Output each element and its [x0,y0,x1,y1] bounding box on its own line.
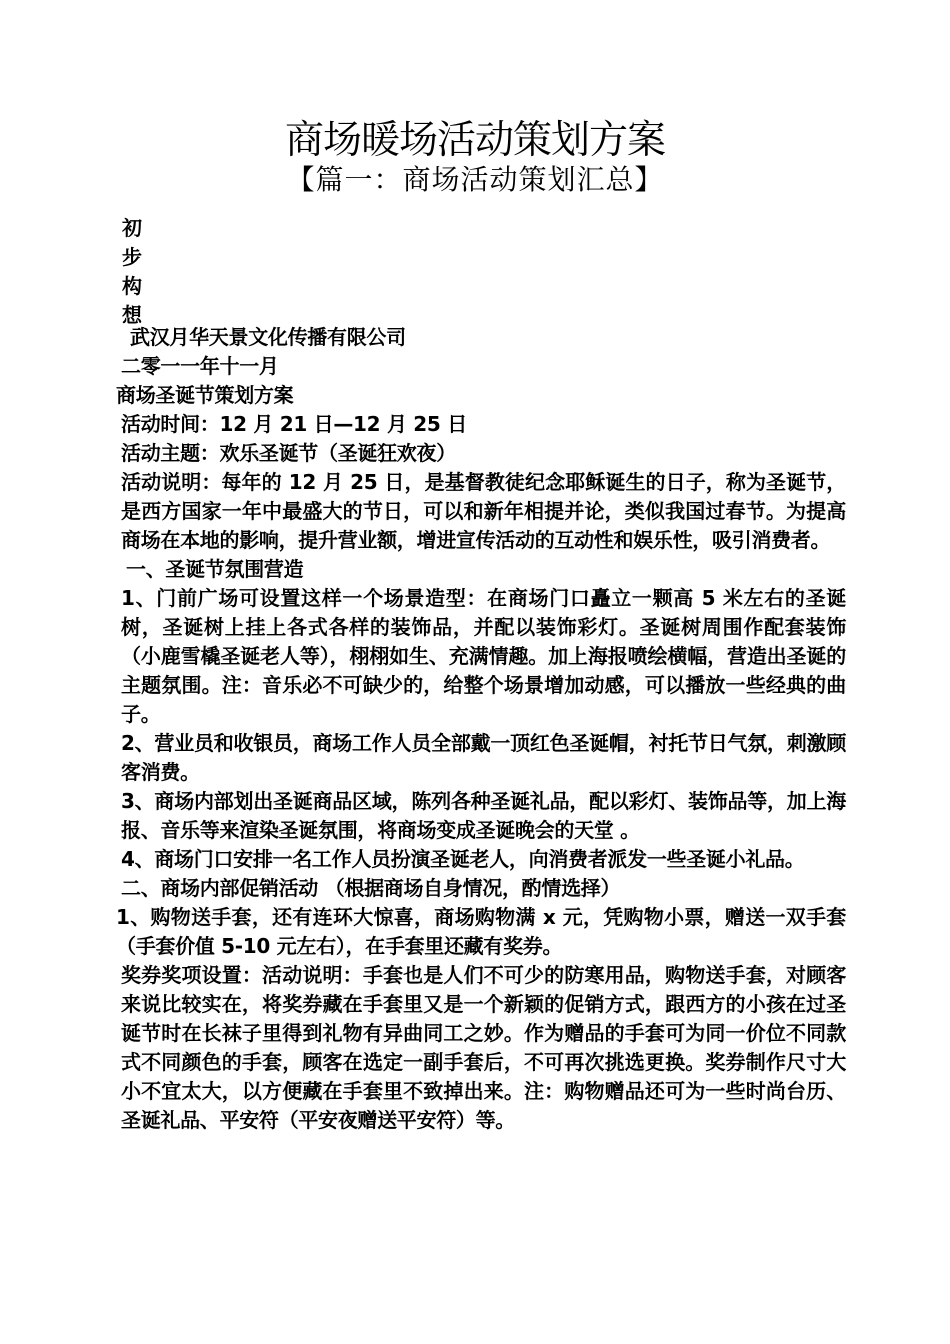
list-item: 4、商场门口安排一名工作人员扮演圣诞老人，向消费者派发一些圣诞小礼品。 [121,847,805,871]
document-subtitle: 【篇一：商场活动策划汇总】 [286,163,664,196]
document-title: 商场暖场活动策划方案 [284,118,665,163]
activity-theme: 活动主题：欢乐圣诞节（圣诞狂欢夜） [121,441,456,465]
vertical-char: 想 [122,303,142,327]
vertical-heading [122,214,142,330]
document-body [116,323,846,1135]
list-item: 1、购物送手套，还有连环大惊喜，商场购物满 x 元，凭购物小票，赠送一双手套（手套价值 5-10 元左右），在手套里还藏有奖券。 [116,905,846,958]
list-item: 2、营业员和收银员，商场工作人员全部戴一顶红色圣诞帽，衬托节日气氛，刺激顾客消费。 [121,731,846,784]
activity-description: 活动说明：每年的 12 月 25 日，是基督教徒纪念耶稣诞生的日子，称为圣诞节，是西方国家一年中最盛大的节日，可以和新年相提并论，类似我国过春节。为提高商场在本地的影响，提升营业额，增进宣传活动的互动性和娱乐性，吸引消费者。 [121,470,846,552]
section-heading: 一、圣诞节氛围营造 [126,557,304,581]
list-item: 3、商场内部划出圣诞商品区域，陈列各种圣诞礼品，配以彩灯、装饰品等，加上海报、音乐等来渲染圣诞氛围，将商场变成圣诞晚会的天堂 。 [121,789,846,842]
vertical-char: 构 [122,274,142,298]
section-heading: 二、商场内部促销活动 （根据商场自身情况，酌情选择） [121,876,621,900]
plan-title: 商场圣诞节策划方案 [116,383,294,407]
activity-time: 活动时间：12 月 21 日—12 月 25 日 [121,412,467,436]
document-date: 二零一一年十一月 [121,354,279,378]
paragraph: 奖券奖项设置：活动说明：手套也是人们不可少的防寒用品，购物送手套，对顾客来说比较实在，将奖券藏在手套里又是一个新颖的促销方式，跟西方的小孩在过圣诞节时在长袜子里得到礼物有异曲同工之妙。作为赠品的手套可为同一价位不同款式不同颜色的手套，顾客在选定一副手套后，不可再次挑选更换。奖券制作尺寸大小不宜太大，以方便藏在手套里不致掉出来。注：购物赠品还可为一些时尚台历、圣诞礼品、平安符（平安夜赠送平安符）等。 [121,963,846,1132]
vertical-char: 步 [122,245,142,269]
list-item: 1、门前广场可设置这样一个场景造型：在商场门口矗立一颗高 5 米左右的圣诞树，圣诞树上挂上各式各样的装饰品，并配以装饰彩灯。圣诞树周围作配套装饰（小鹿雪橇圣诞老人等），栩栩如生、充满情趣。加上海报喷绘横幅，营造出圣诞的主题氛围。注：音乐必不可缺少的，给整个场景增加动感，可以播放一些经典的曲子。 [121,586,846,726]
vertical-char: 初 [122,216,142,240]
company-name: 武汉月华天景文化传播有限公司 [130,325,406,349]
